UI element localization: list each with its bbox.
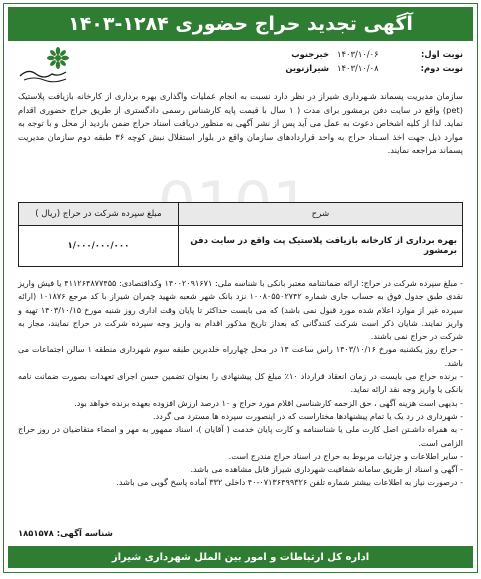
clause-item: - بدیهی است هزینه آگهی ، حق الزحمه کارشناسی اقلام مورد حراج و ۱۰ درصد ارزش افزوده بعهده برنده خواهد بود. xyxy=(74,397,463,408)
clause-item: - برنده حراج می بایست در زمان انعقاد قرارداد ۱۰٪ مبلغ کل پیشنهادی را بعنوان تضمین حسن اجرای تعهدات بصورت ضمانت نامه بانکی یا واریز وجه نقد ارائه نماید. xyxy=(18,371,463,395)
table-cell-description: بهره برداری از کارخانه بازیافت پلاستیک پت واقع در سایت دفن برمشور xyxy=(178,226,462,267)
shiraz-municipality-logo xyxy=(14,46,74,84)
first-round-paper: خبرجنوب xyxy=(291,49,329,59)
second-round-paper: شیرازنوین xyxy=(285,62,329,73)
clause-item: - مبلغ سپرده شرکت در حراج: ارائه ضمانتنامه معتبر بانکی با شناسه ملی: ۱۴۰۰۲۰۹۱۶۷۱ وکداقتصادی: ۴۱۱۲۶۴۸۷۷۴۵۵ یا فیش واریز نقدی طبق جدول فوق به حساب جاری شماره ۱۰۰۸۰۵۵۰۲۷۴۲ نزد بانک شهر شعبه شهید چمران شیراز با کد مرجع ۱۰۱۸۷۶ (ارائه سپرده غیر از موارد اعلام شده مورد قبول نمی باشد) که می بایست حداکثر تا پایان وقت اداری روز شنبه مورخ ۱۴۰۳/۱۰/۱۵ تهیه و واریز نمایند. شایان ذکر است شرکت کنندگانی که بعداز تاریخ مذکور اقدام به واریز وجه سپرده شرکت در حراج نمایند، مجاز به شرکت در حراج نمی باشند. xyxy=(18,278,463,342)
clause-item: - سایر اطلاعات و جزئیات مربوط به حراج در اسناد حراج مندرج است. xyxy=(228,450,463,461)
table-row xyxy=(19,226,463,267)
publication-info xyxy=(285,48,463,75)
ad-id-value: ۱۸۵۱۵۷۸ xyxy=(18,528,54,538)
ad-id-label: شناسه آگهی: xyxy=(56,528,113,538)
clause-item: - درصورت نیاز به اطلاعات بیشتر شماره تلفن ۰۷۱۳۶۴۹۹۳۲۶-۴۰ داخلی ۳۳۲ آماده پاسخ گویی می باشد. xyxy=(116,477,463,488)
clause-item: - آگهی و اسناد از طریق سامانه شفافیت شهرداری شیراز قابل مشاهده می باشد. xyxy=(190,464,463,475)
ad-id xyxy=(18,528,113,538)
ad-page xyxy=(3,3,478,573)
second-round-label: نوبت دوم: xyxy=(420,62,463,73)
clause-item: - شهرداری در رد یک یا تمام پیشنهادها مختاراست که در اینصورت سپرده ها مسترد می گردد. xyxy=(153,410,463,421)
clauses-list xyxy=(18,277,463,490)
table-header-description: شرح xyxy=(178,203,462,226)
footer-banner xyxy=(8,546,473,568)
second-round-date: ۱۴۰۳/۱۰/۰۸ xyxy=(337,62,379,73)
first-round-date: ۱۴۰۳/۱۰/۰۶ xyxy=(337,49,379,59)
intro-paragraph: سازمان مدیریت پسماند شـهرداری شیراز در نظر دارد نسبت به انجام عملیات واگذاری بهره برداری از کارخانه بازیافت پلاستیک (pet) واقع در سایت دفن برمشور برای مدت ( ۱ سال با قیمت پایه کارشناس رسمی دادگستری از طریق حراج حضوری اقدام نماید. لذا از کلیه اشخاص دعوت به عمل می آید پس از نشر آگهی به منظور دریافت اسناد حراج ضمن بازدید از محل و با توجه به موارد ذیل جهت اخذ اسـناد حراج به واحد قراردادهای سازمان واقع در بلوار استقلال نبش کوچه ۳۶ طبقه دوم سازمان مدیریت پسماند مراجعه نمایند. xyxy=(18,91,463,156)
auction-table xyxy=(18,202,463,267)
footer-text: اداره کل ارتباطات و امور بین الملل شهرداری شیراز xyxy=(111,551,370,563)
table-cell-deposit: ۱/۰۰۰/۰۰۰/۰۰۰ xyxy=(19,226,179,267)
clause-item: - حراج روز یکشنبه مورخ ۱۴۰۳/۱۰/۱۶ راس ساعت ۱۴ در محل چهارراه خلدبرین طبقه سوم شهرداری منطقه ۱ سالن اجتماعات می باشد. xyxy=(18,344,463,368)
table-header-deposit: مبلغ سپرده شرکت در حراج (ریال ) xyxy=(19,203,179,226)
title-banner xyxy=(8,7,473,41)
ad-title: آگهی تجدید حراج حضوری ۱۲۸۴-۱۴۰۳ xyxy=(68,13,413,35)
first-round-label: نوبت اول: xyxy=(420,49,463,59)
clause-item: - به همراه داشـتن اصل کارت ملی یا شناسنامه و کارت پایان خدمت ( آقایان )، اسناد ممهور به مهر و امضاء متقاضیان در روز حراج الزامی است. xyxy=(18,424,463,448)
